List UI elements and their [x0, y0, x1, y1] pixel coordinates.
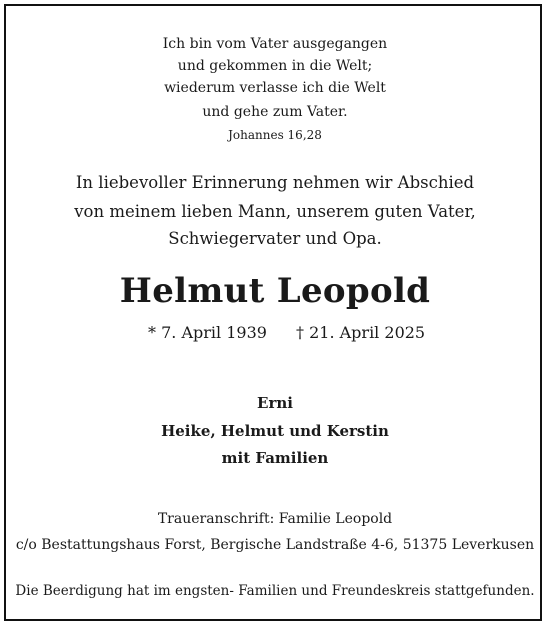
address-line-2: c/o Bestattungshaus Forst, Bergische Landstraße 4-6, 51375 Leverkusen: [15, 537, 535, 553]
verse-line-2: und gekommen in die Welt;: [177, 58, 373, 74]
verse-source: Johannes 16,28: [228, 128, 322, 142]
address-line-1: Traueranschrift: Familie Leopold: [157, 511, 393, 527]
obituary-border: [4, 4, 542, 621]
mourner-line-2: Heike, Helmut und Kerstin: [161, 422, 389, 440]
funeral-note: Die Beerdigung hat im engsten- Familien und Freundeskreis stattgefunden.: [15, 583, 535, 599]
deceased-name: Helmut Leopold: [119, 271, 431, 311]
death-date: † 21. April 2025: [296, 323, 426, 342]
intro-line-3: Schwiegervater und Opa.: [168, 229, 382, 248]
intro-line-2: von meinem lieben Mann, unserem guten Vater,: [74, 202, 476, 221]
intro-line-1: In liebevoller Erinnerung nehmen wir Abschied: [75, 173, 475, 192]
verse-line-4: und gehe zum Vater.: [202, 104, 348, 120]
birth-date: * 7. April 1939: [148, 323, 267, 342]
verse-line-1: Ich bin vom Vater ausgegangen: [162, 36, 388, 52]
mourner-line-3: mit Familien: [221, 449, 329, 467]
mourner-line-1: Erni: [257, 394, 293, 412]
verse-line-3: wiederum verlasse ich die Welt: [164, 80, 386, 96]
